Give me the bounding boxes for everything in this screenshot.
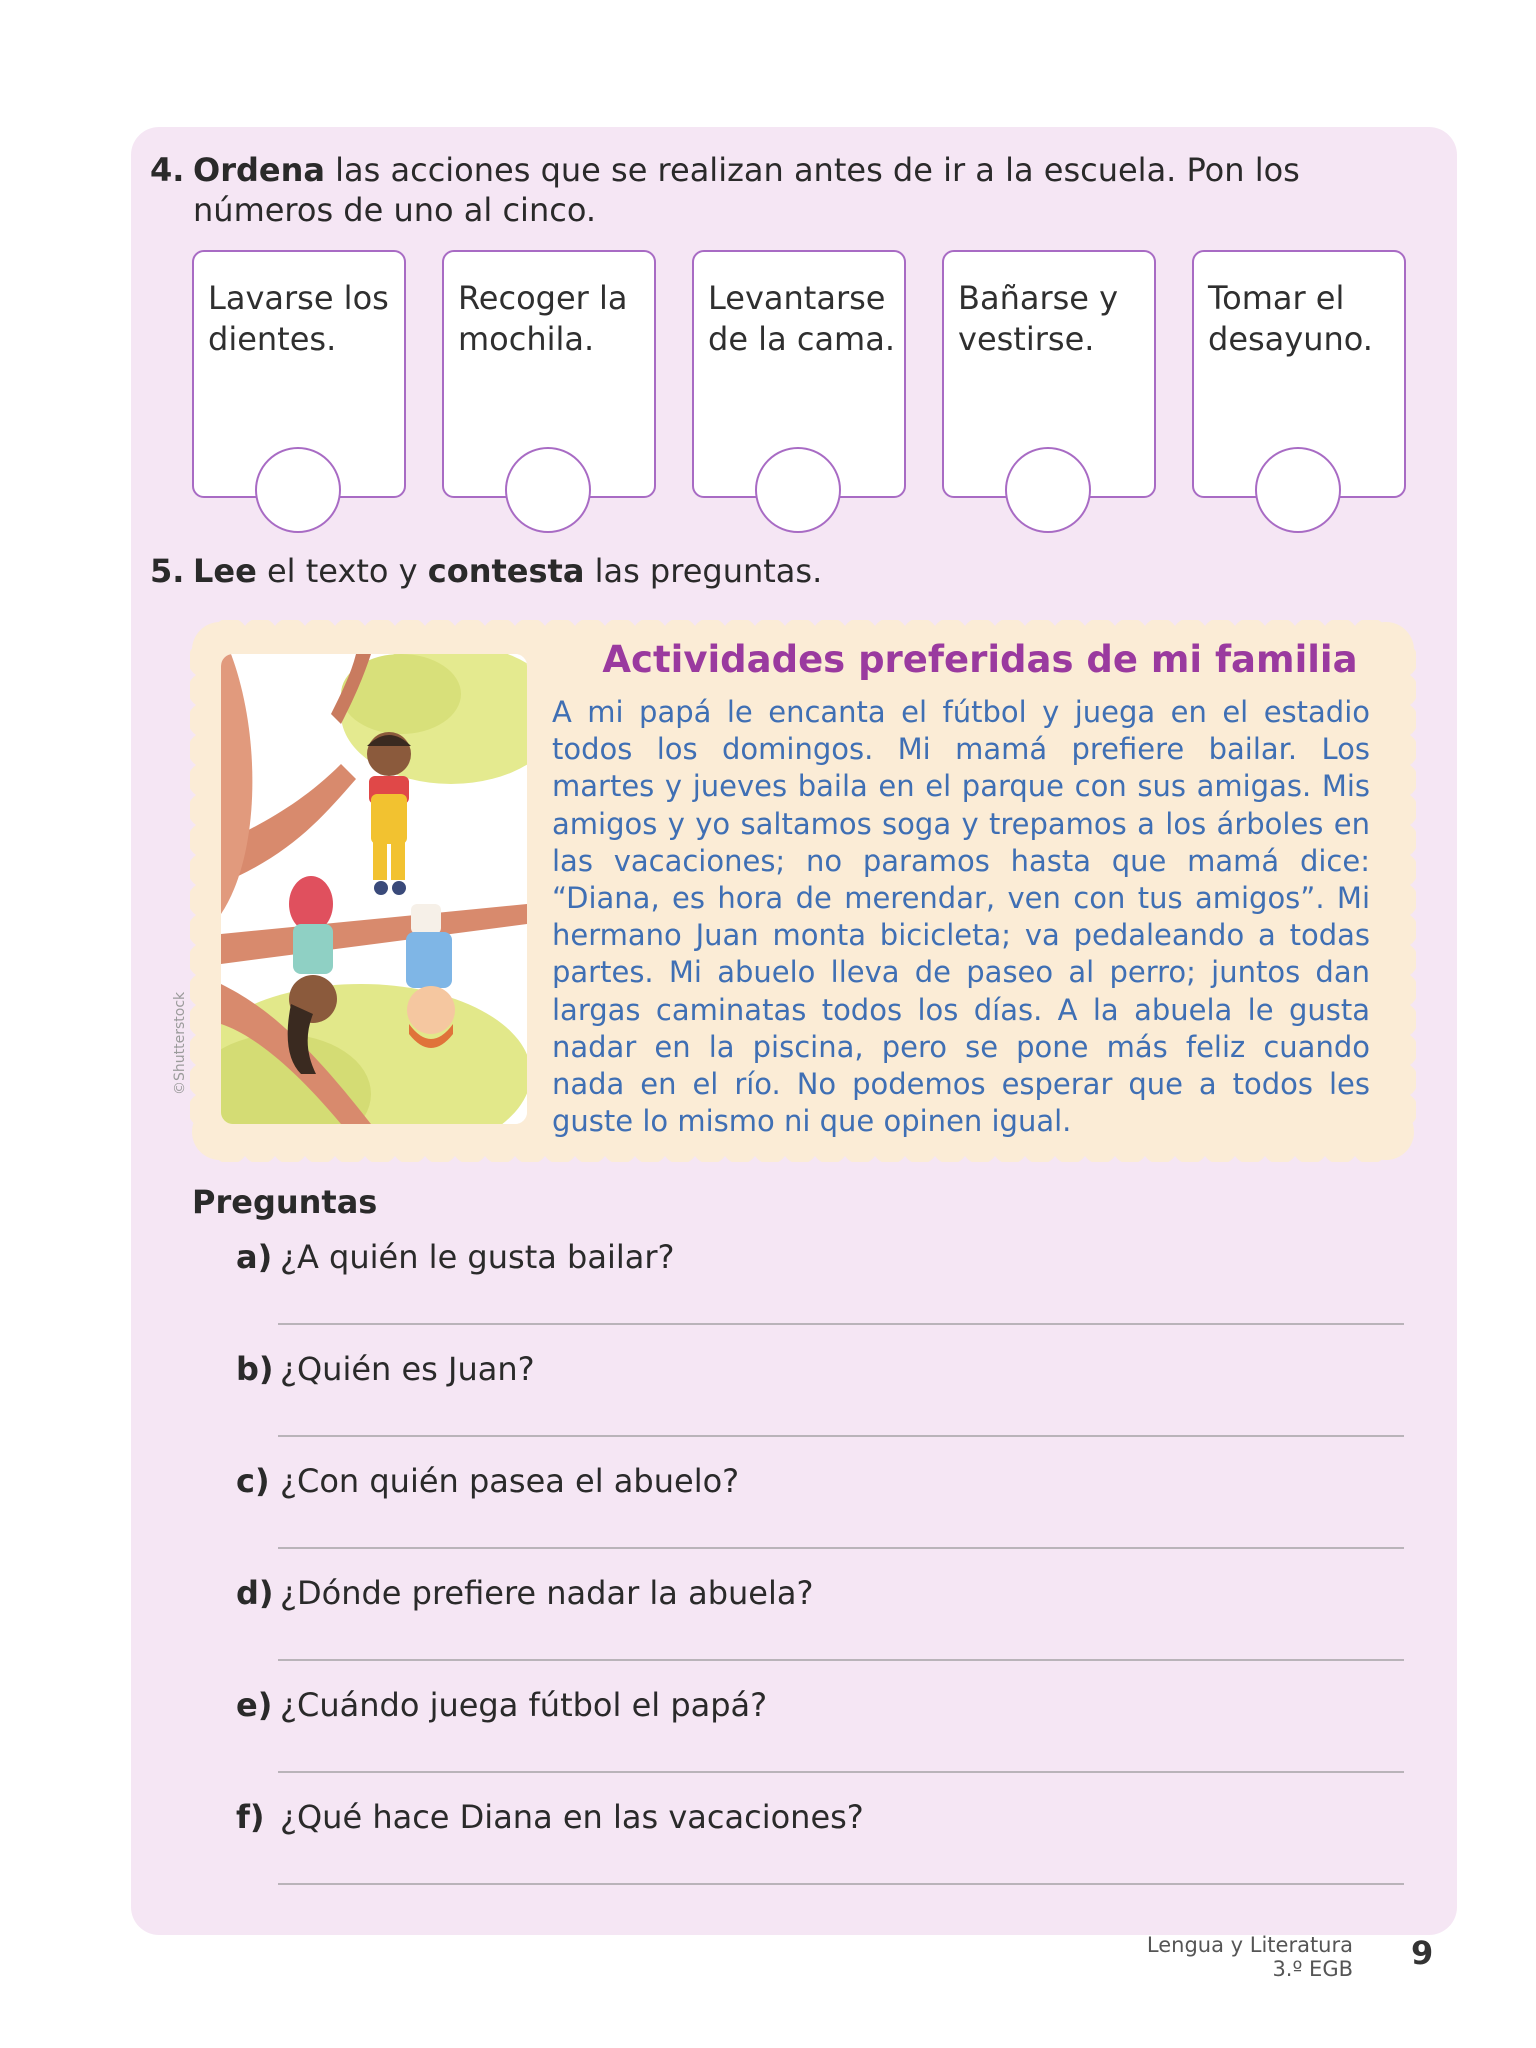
ordering-cards: [192, 250, 1424, 530]
answer-line[interactable]: [278, 1659, 1404, 1661]
question-letter: e): [236, 1686, 273, 1724]
exercise-number: 5.: [150, 552, 185, 590]
instruction-verb: Lee: [193, 552, 257, 590]
instruction-text: el texto y: [256, 552, 428, 590]
exercise-4-instruction: [150, 150, 1390, 230]
number-answer-circle[interactable]: [255, 447, 341, 533]
exercise-5-instruction: [150, 551, 1390, 591]
answer-line[interactable]: [278, 1435, 1404, 1437]
question-text: ¿Dónde prefiere nadar la abuela?: [280, 1574, 814, 1612]
number-answer-circle[interactable]: [505, 447, 591, 533]
question-letter: b): [236, 1350, 274, 1388]
question-item: [236, 1574, 1406, 1684]
question-item: [236, 1798, 1406, 1908]
instruction-verb: Ordena: [193, 151, 325, 189]
answer-line[interactable]: [278, 1771, 1404, 1773]
instruction-verb: contesta: [427, 552, 585, 590]
reading-text: A mi papá le encanta el fútbol y juega en el estadio todos los domingos. Mi mamá prefiere bailar. Los martes y jueves baila en el parque con sus amigas. Mis amigos y yo saltamos soga y trepamos a los árboles en las vacaciones; no paramos hasta que mamá dice: “Diana, es hora de merendar, ven con tus amigos”. Mi hermano Juan monta bicicleta; va pedaleando a todas partes. Mi abuelo lleva de paseo al perro; juntos dan largas caminatas todos los días. A la abuela le gusta nadar en la piscina, pero se pone más feliz cuando nada en el río. No podemos esperar que a todos les guste lo mismo ni que opinen igual.: [552, 695, 1370, 1139]
question-text: ¿A quién le gusta bailar?: [280, 1238, 675, 1276]
question-text: ¿Cuándo juega fútbol el papá?: [280, 1686, 768, 1724]
exercise-number: 4.: [150, 151, 185, 189]
question-letter: c): [236, 1462, 270, 1500]
instruction-text: las acciones que se realizan antes de ir a la escuela. Pon los números de uno al cinco.: [193, 151, 1300, 229]
children-in-tree-illustration: [221, 654, 527, 1124]
action-card: [192, 250, 406, 498]
action-card: [1192, 250, 1406, 498]
instruction-text: las preguntas.: [584, 552, 823, 590]
card-text: Lavarse los dientes.: [208, 279, 389, 358]
action-card: [442, 250, 656, 498]
question-item: [236, 1238, 1406, 1348]
card-text: Bañarse y vestirse.: [958, 279, 1119, 358]
question-letter: d): [236, 1574, 274, 1612]
answer-line[interactable]: [278, 1883, 1404, 1885]
page-number: 9: [1411, 1934, 1434, 1972]
question-item: [236, 1350, 1406, 1460]
question-text: ¿Quién es Juan?: [280, 1350, 535, 1388]
questions-title: Preguntas: [192, 1183, 378, 1221]
question-item: [236, 1462, 1406, 1572]
question-item: [236, 1686, 1406, 1796]
subject-name: Lengua y Literatura: [1146, 1933, 1353, 1957]
action-card: [692, 250, 906, 498]
action-card: [942, 250, 1156, 498]
footer-subject: [1147, 1933, 1353, 1981]
card-text: Recoger la mochila.: [458, 279, 628, 358]
card-text: Tomar el desayuno.: [1208, 279, 1373, 358]
number-answer-circle[interactable]: [755, 447, 841, 533]
answer-line[interactable]: [278, 1547, 1404, 1549]
question-letter: a): [236, 1238, 273, 1276]
card-text: Levantarse de la cama.: [708, 279, 895, 358]
reading-title: Actividades preferidas de mi familia: [602, 638, 1358, 681]
grade-label: 3.º EGB: [1272, 1957, 1353, 1981]
question-letter: f): [236, 1798, 265, 1836]
question-text: ¿Qué hace Diana en las vacaciones?: [280, 1798, 864, 1836]
answer-line[interactable]: [278, 1323, 1404, 1325]
number-answer-circle[interactable]: [1255, 447, 1341, 533]
number-answer-circle[interactable]: [1005, 447, 1091, 533]
question-text: ¿Con quién pasea el abuelo?: [280, 1462, 740, 1500]
image-credit: ©Shutterstock: [172, 991, 188, 1095]
